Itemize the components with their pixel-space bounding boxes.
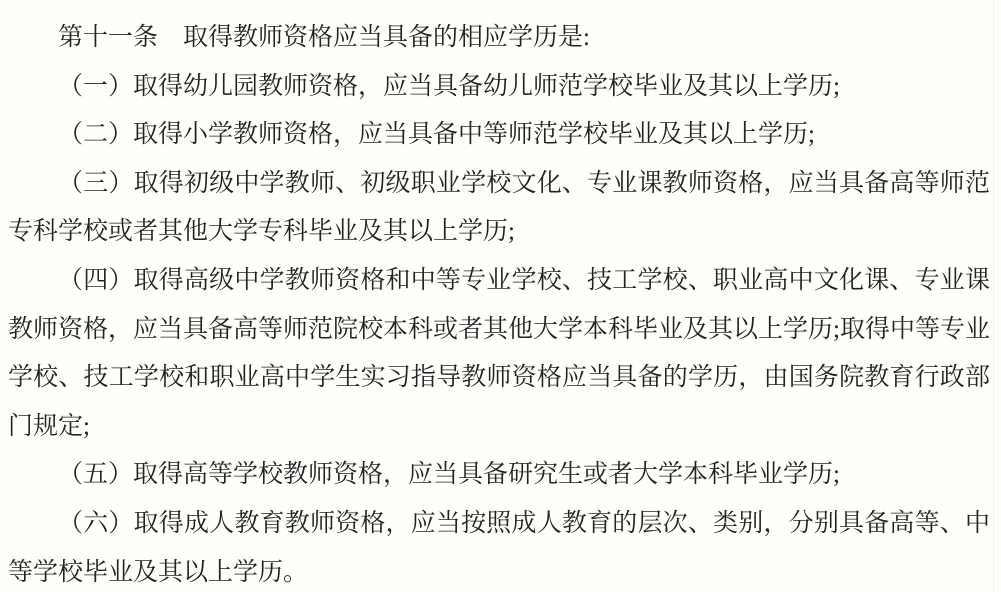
clause-item-3: （三）取得初级中学教师、初级职业学校文化、专业课教师资格，应当具备高等师范专科学校或者其他大学专科毕业及其以上学历; bbox=[8, 169, 990, 246]
clause-item-1: （一）取得幼儿园教师资格，应当具备幼儿师范学校毕业及其以上学历; bbox=[58, 72, 840, 100]
article-body bbox=[8, 14, 990, 592]
clause-item-2: （二）取得小学教师资格，应当具备中等师范学校毕业及其以上学历; bbox=[58, 121, 815, 149]
clause-item-4: （四）取得高级中学教师资格和中等专业学校、技工学校、职业高中文化课、专业课教师资格，应当具备高等师范院校本科或者其他大学本科毕业及其以上学历;取得中等专业学校、技工学校和职业高中学生实习指导教师资格应当具备的学历，由国务院教育行政部门规定; bbox=[8, 266, 990, 440]
clause-item-5: （五）取得高等学校教师资格，应当具备研究生或者大学本科毕业学历; bbox=[58, 461, 840, 489]
clause-item-6: （六）取得成人教育教师资格，应当按照成人教育的层次、类别，分别具备高等、中等学校毕业及其以上学历。 bbox=[8, 509, 990, 586]
page-right-edge-line bbox=[993, 0, 994, 592]
article-clause-intro: 第十一条 取得教师资格应当具备的相应学历是: bbox=[58, 24, 590, 51]
